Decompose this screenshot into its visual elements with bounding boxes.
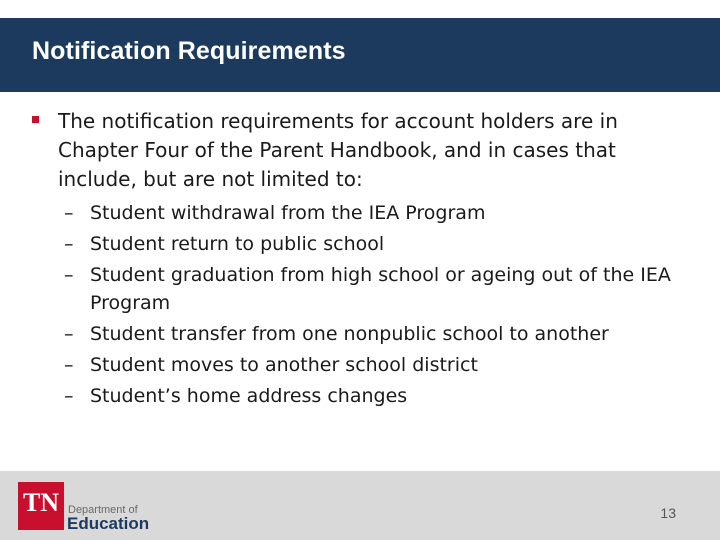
sub-bullet-text: Student transfer from one nonpublic school to another: [90, 323, 609, 345]
dash-bullet-icon: –: [64, 323, 74, 345]
slide-content: [32, 107, 692, 413]
sub-bullet-text: Student withdrawal from the IEA Program: [90, 202, 486, 224]
sub-bullet-text: Student’s home address changes: [90, 385, 408, 407]
logo-department-text: Department of: [68, 504, 138, 516]
dash-bullet-icon: –: [64, 233, 74, 255]
tn-education-logo: [18, 482, 150, 533]
sub-bullet-item: [58, 230, 692, 258]
logo-education-text: Education: [67, 514, 150, 533]
tn-logo-box: [18, 482, 64, 530]
sub-bullet-text: Student moves to another school district: [90, 354, 478, 376]
square-bullet-icon: [32, 116, 39, 123]
sub-bullet-text: Student graduation from high school or ageing out of the IEA Program: [90, 264, 671, 314]
footer-bar: [0, 471, 720, 540]
main-bullet: [32, 107, 692, 194]
page-number: 13: [660, 505, 676, 521]
sub-bullet-text: Student return to public school: [90, 233, 385, 255]
dash-bullet-icon: –: [64, 202, 74, 224]
main-bullet-text: The notification requirements for account holders are in Chapter Four of the Parent Handbook, and in cases that include, but are not limited to:: [58, 109, 618, 191]
slide-title: Notification Requirements: [32, 37, 346, 65]
tn-logo-letters: TN: [22, 488, 60, 517]
sub-bullet-item: [58, 199, 692, 227]
dash-bullet-icon: –: [64, 385, 74, 407]
sub-bullet-item: [58, 320, 692, 348]
sub-bullet-list: [32, 199, 692, 410]
dash-bullet-icon: –: [64, 264, 74, 286]
sub-bullet-item: [58, 261, 692, 317]
sub-bullet-item: [58, 382, 692, 410]
sub-bullet-item: [58, 351, 692, 379]
dash-bullet-icon: –: [64, 354, 74, 376]
